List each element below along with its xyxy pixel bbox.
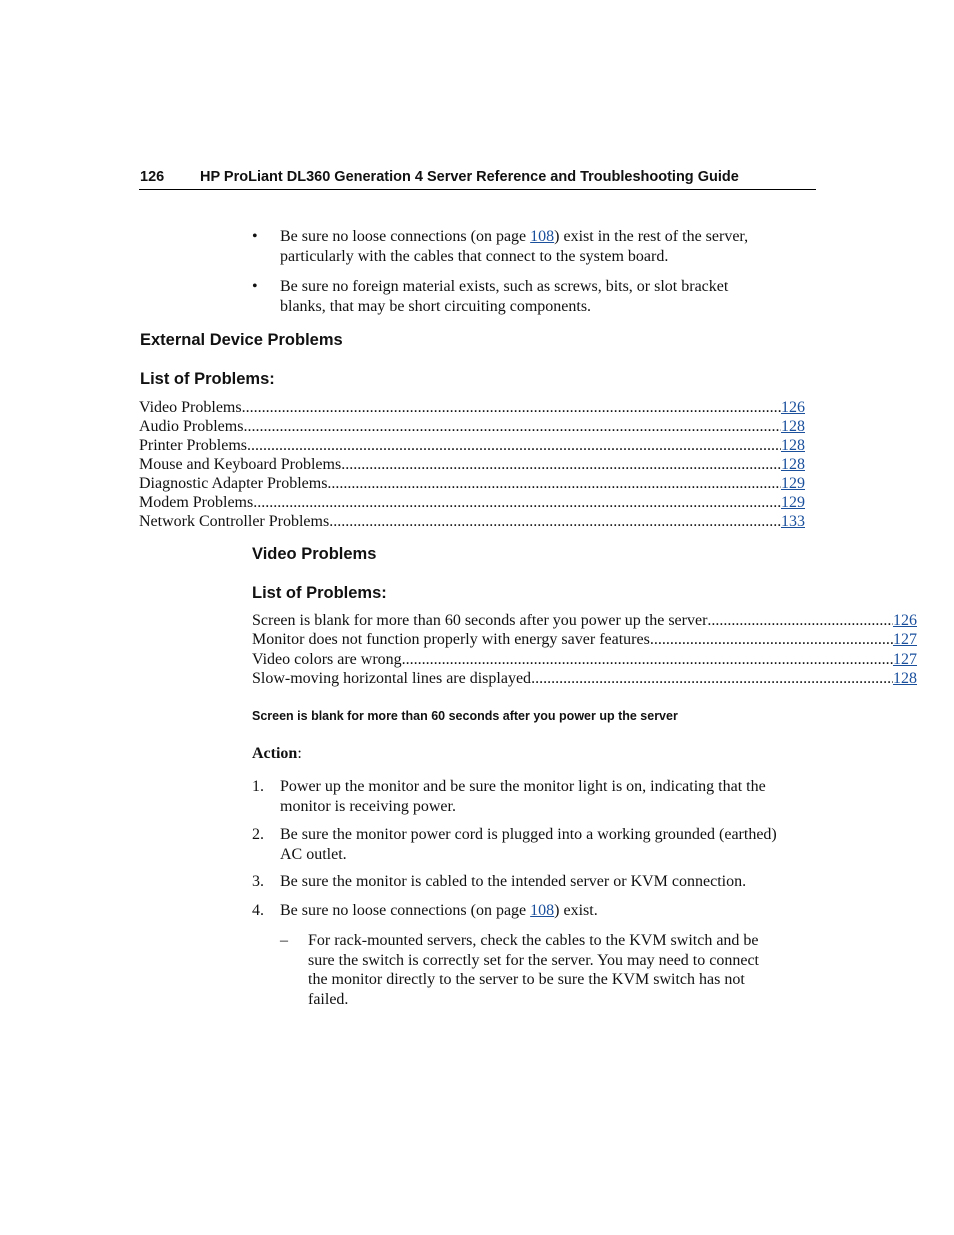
step-number: 2.: [252, 826, 264, 843]
section-heading-external: External Device Problems: [140, 331, 343, 349]
toc-entry[interactable]: Modem Problems ..... 129: [139, 494, 805, 513]
step-item: Be sure no loose connections (on page 108) exist.: [280, 902, 598, 919]
step-number: 4.: [252, 902, 264, 919]
toc-entry[interactable]: Network Controller Problems ..... 133: [139, 513, 805, 532]
toc-entry[interactable]: Slow-moving horizontal lines are displayed ..... 128: [252, 670, 917, 689]
subsection-heading: Screen is blank for more than 60 seconds after you power up the server: [252, 709, 678, 723]
toc-page-link[interactable]: 129: [781, 475, 805, 492]
toc-page-link[interactable]: 129: [781, 494, 805, 511]
bullet-marker: •: [252, 228, 258, 245]
toc-entry[interactable]: Monitor does not function properly with energy saver features ..... 127: [252, 631, 917, 650]
toc-page-link[interactable]: 128: [781, 418, 805, 435]
step-number: 3.: [252, 873, 264, 890]
toc-entry[interactable]: Diagnostic Adapter Problems ..... 129: [139, 475, 805, 494]
page-link[interactable]: 108: [530, 228, 555, 245]
dash-marker: –: [280, 932, 288, 949]
running-header: [139, 169, 816, 190]
page-link[interactable]: 108: [530, 902, 555, 919]
list-heading: List of Problems:: [252, 584, 387, 602]
toc-page-link[interactable]: 127: [893, 631, 917, 648]
step-number: 1.: [252, 778, 264, 795]
step-item: Be sure the monitor is cabled to the intended server or KVM connection.: [280, 873, 747, 890]
toc-page-link[interactable]: 127: [893, 651, 917, 668]
bullet-item: Be sure no loose connections (on page 108) exist in the rest of the server, particularly with the cables that connect to the system board.: [280, 228, 749, 265]
toc-entry[interactable]: Printer Problems ..... 128: [139, 437, 805, 456]
toc-entry[interactable]: Audio Problems ..... 128: [139, 418, 805, 437]
list-heading: List of Problems:: [140, 370, 275, 388]
action-label: Action:: [252, 745, 302, 762]
toc-entry[interactable]: Video colors are wrong ..... 127: [252, 651, 917, 670]
toc-page-link[interactable]: 128: [781, 437, 805, 454]
bullet-marker: •: [252, 278, 258, 295]
toc-page-link[interactable]: 126: [893, 612, 917, 629]
bullet-item: Be sure no foreign material exists, such as screws, bits, or slot bracket blanks, that may be short circuiting components.: [280, 278, 729, 315]
toc-entry[interactable]: Video Problems ..... 126: [139, 399, 805, 418]
toc-page-link[interactable]: 133: [781, 513, 805, 530]
page-number: 126: [140, 169, 165, 185]
toc-entry[interactable]: Mouse and Keyboard Problems ..... 128: [139, 456, 805, 475]
toc-page-link[interactable]: 126: [781, 399, 805, 416]
toc-page-link[interactable]: 128: [781, 456, 805, 473]
sub-step-item: For rack-mounted servers, check the cables to the KVM switch and be sure the switch is correctly set for the server. You may need to connect the monitor directly to the server to be sure the KVM switch has not failed.: [308, 932, 759, 1008]
step-item: Be sure the monitor power cord is plugged into a working grounded (earthed) AC outlet.: [280, 826, 777, 863]
step-item: Power up the monitor and be sure the monitor light is on, indicating that the monitor is receiving power.: [280, 778, 766, 815]
toc-page-link[interactable]: 128: [893, 670, 917, 687]
document-title: HP ProLiant DL360 Generation 4 Server Reference and Troubleshooting Guide: [200, 169, 739, 185]
toc-entry[interactable]: Screen is blank for more than 60 seconds after you power up the server ..... 126: [252, 612, 917, 631]
section-heading-video: Video Problems: [252, 545, 377, 563]
